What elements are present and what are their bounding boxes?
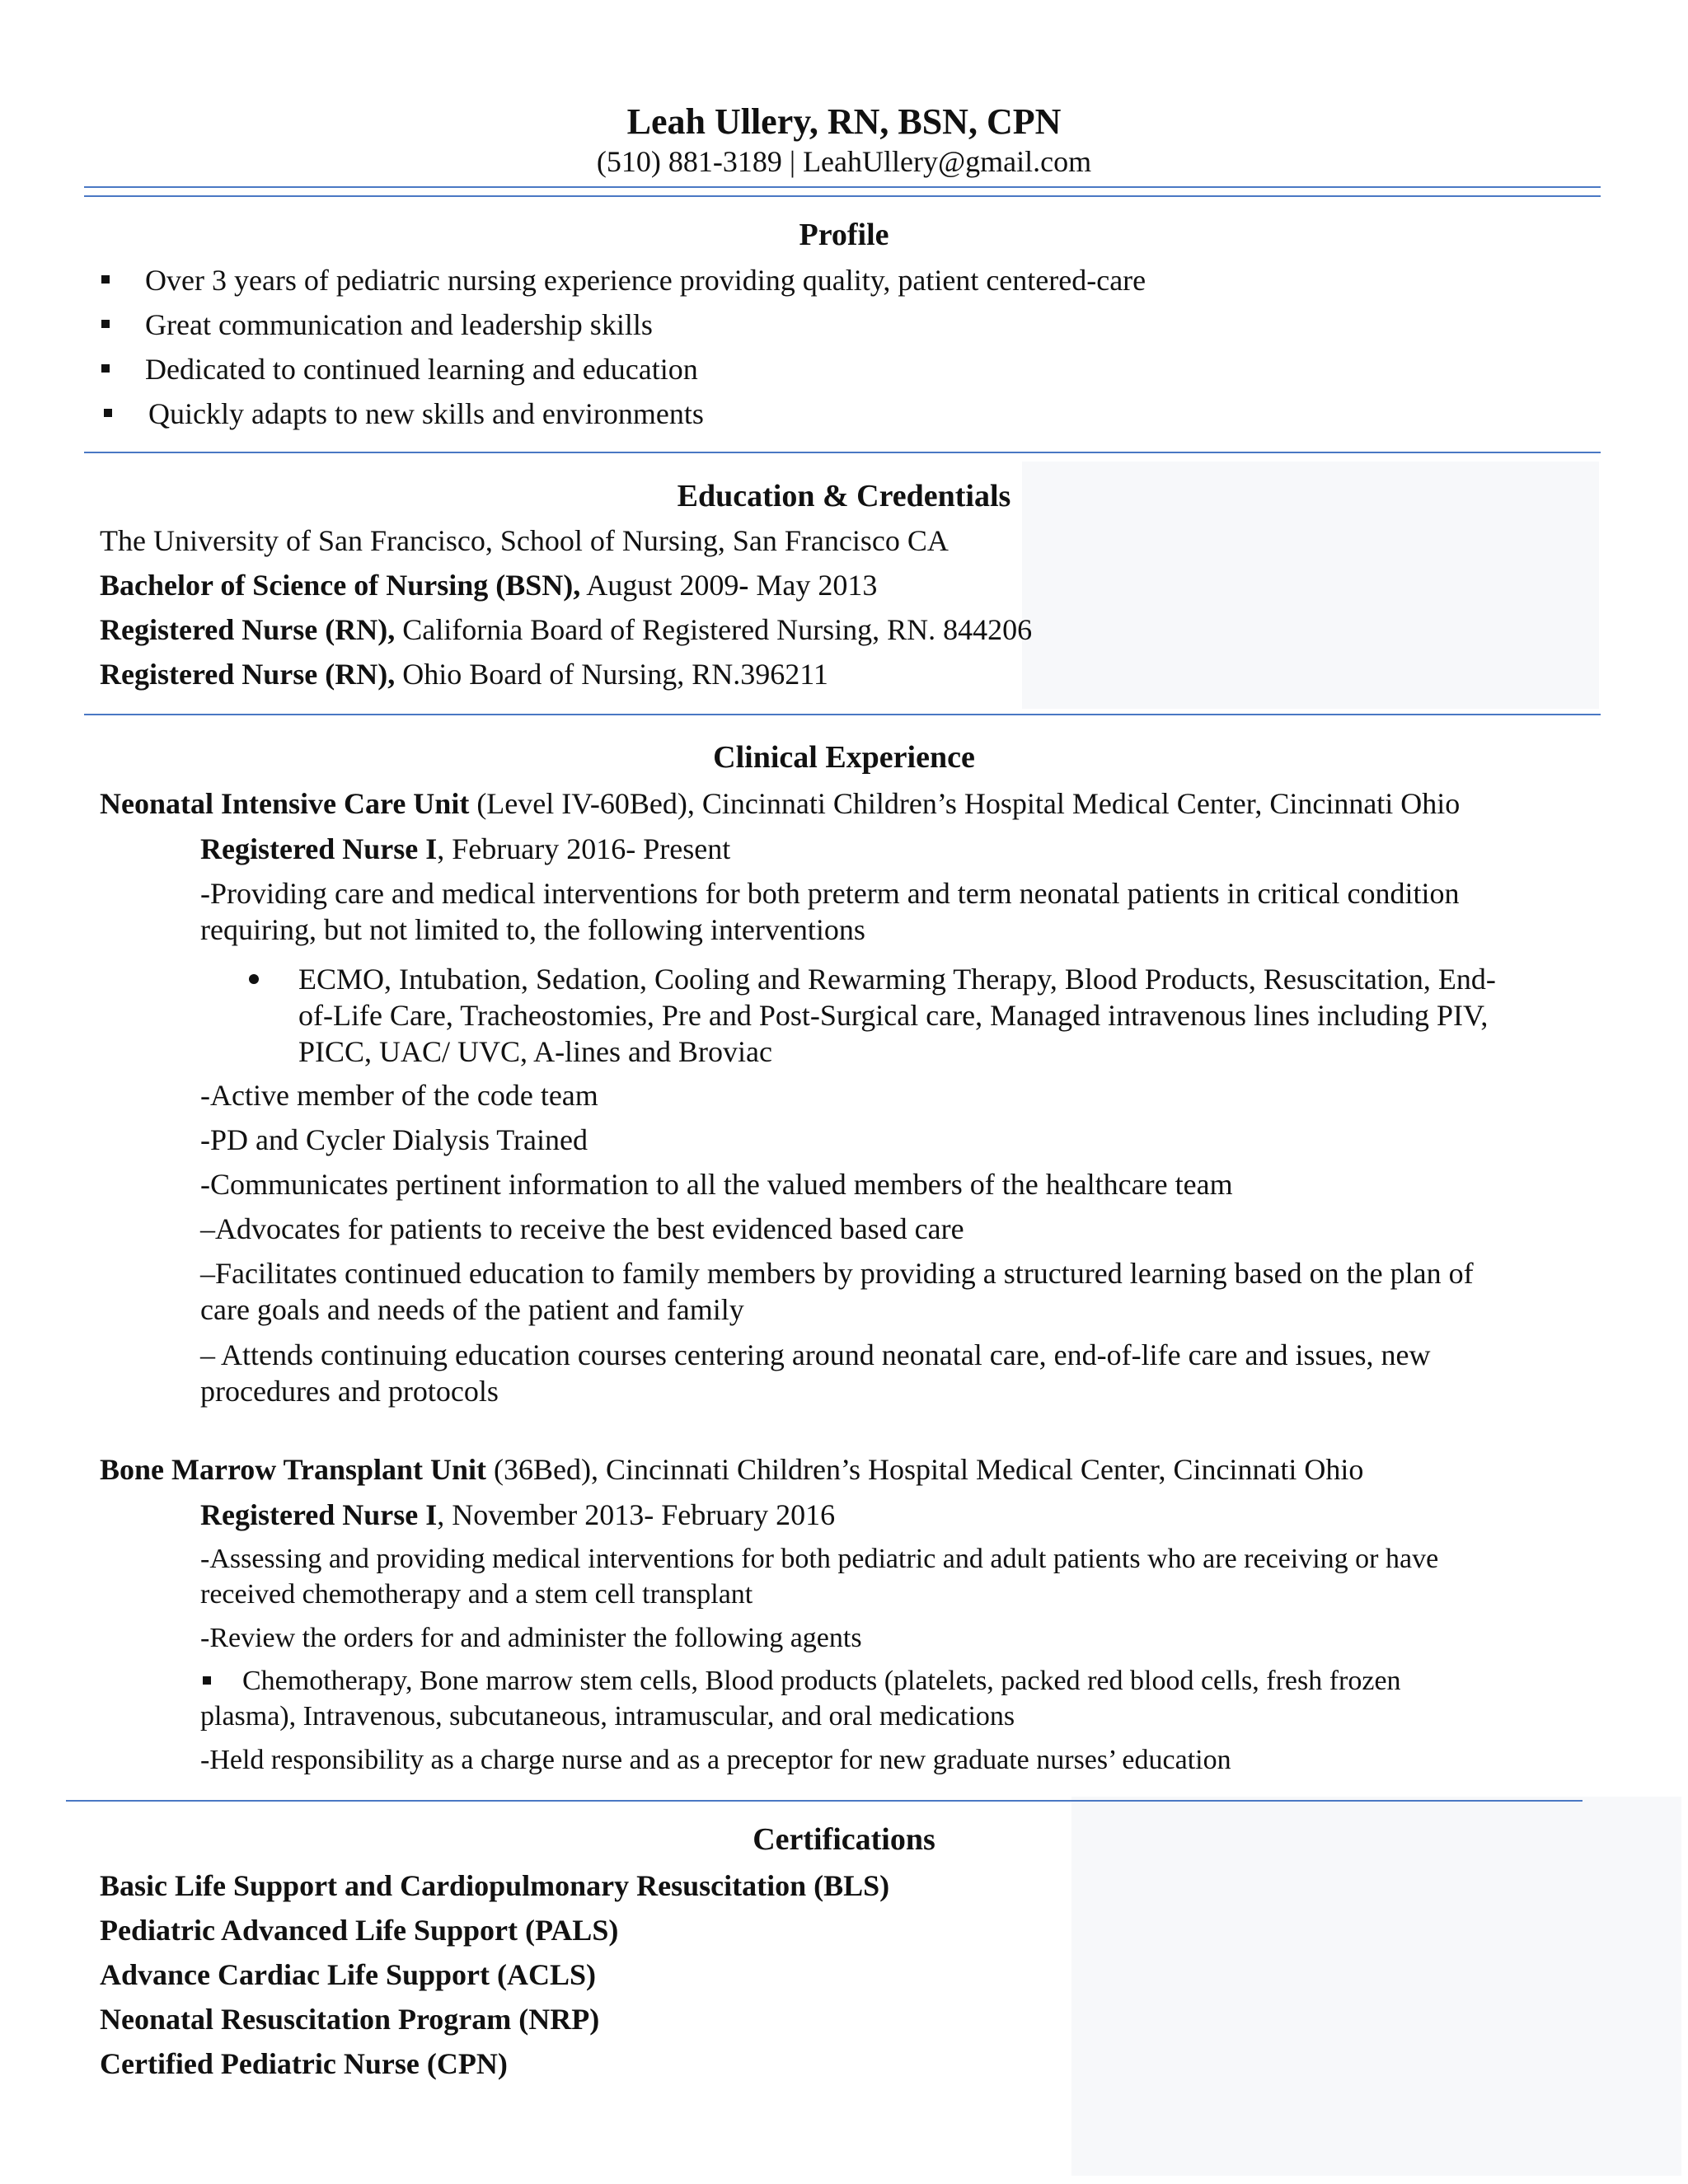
license-detail: Ohio Board of Nursing, RN.396211 bbox=[395, 658, 828, 691]
job-duty: – Attends continuing education courses centering around neonatal care, end-of-life care and issues, new bbox=[200, 1338, 1431, 1371]
school-line: The University of San Francisco, School of Nursing, San Francisco CA bbox=[100, 524, 949, 557]
job-duty: procedures and protocols bbox=[200, 1375, 499, 1408]
square-bullet-icon bbox=[101, 320, 110, 328]
job-dates: , February 2016- Present bbox=[437, 832, 731, 865]
license-detail: California Board of Registered Nursing, RN. 844206 bbox=[395, 613, 1033, 646]
job-duty: –Facilitates continued education to family members by providing a structured learning based on the plan of bbox=[200, 1257, 1474, 1290]
certifications-heading: Certifications bbox=[753, 1822, 935, 1857]
job-unit-name: Bone Marrow Transplant Unit bbox=[100, 1453, 487, 1486]
job-bullet-line: Chemotherapy, Bone marrow stem cells, Blood products (platelets, packed red blood cells, fresh frozen bbox=[242, 1666, 1401, 1696]
license-line-oh bbox=[100, 656, 828, 692]
degree-line bbox=[100, 567, 877, 603]
candidate-name: Leah Ullery, RN, BSN, CPN bbox=[626, 101, 1062, 142]
section-rule bbox=[84, 452, 1601, 453]
job-duty: -Active member of the code team bbox=[200, 1079, 598, 1112]
job-duty: received chemotherapy and a stem cell transplant bbox=[200, 1579, 753, 1610]
certification-item: Advance Cardiac Life Support (ACLS) bbox=[100, 1958, 597, 1991]
job-duty: -Review the orders for and administer the following agents bbox=[200, 1623, 862, 1653]
profile-item: Over 3 years of pediatric nursing experience providing quality, patient centered-care bbox=[145, 264, 1146, 297]
job-unit-line bbox=[100, 1451, 1363, 1488]
job-role: Registered Nurse I bbox=[200, 832, 438, 865]
certification-item: Pediatric Advanced Life Support (PALS) bbox=[100, 1914, 619, 1947]
degree-title: Bachelor of Science of Nursing (BSN), bbox=[100, 569, 581, 602]
profile-heading: Profile bbox=[799, 218, 889, 252]
job-duty: requiring, but not limited to, the following interventions bbox=[200, 913, 865, 946]
job-dates: , November 2013- February 2016 bbox=[437, 1498, 836, 1531]
job-unit-detail: (36Bed), Cincinnati Children’s Hospital Medical Center, Cincinnati Ohio bbox=[486, 1453, 1364, 1486]
job-unit-line bbox=[100, 785, 1460, 822]
certification-item: Neonatal Resuscitation Program (NRP) bbox=[100, 2003, 600, 2036]
job-duty: -Assessing and providing medical interventions for both pediatric and adult patients who are receiving or have bbox=[200, 1544, 1439, 1574]
job-bullet-line: PICC, UAC/ UVC, A-lines and Broviac bbox=[298, 1035, 772, 1068]
job-duty: –Advocates for patients to receive the best evidenced based care bbox=[200, 1212, 964, 1245]
square-bullet-icon bbox=[104, 409, 112, 417]
section-rule bbox=[84, 714, 1601, 715]
header-rule bbox=[84, 186, 1601, 188]
education-heading: Education & Credentials bbox=[677, 479, 1011, 513]
degree-dates-start: August 2009 bbox=[580, 569, 739, 602]
job-duty: -PD and Cycler Dialysis Trained bbox=[200, 1123, 588, 1156]
job-bullet-line: of-Life Care, Tracheostomies, Pre and Post-Surgical care, Managed intravenous lines including PIV, bbox=[298, 999, 1489, 1032]
square-bullet-icon bbox=[203, 1676, 211, 1685]
license-title: Registered Nurse (RN), bbox=[100, 658, 396, 691]
degree-dash: - bbox=[738, 569, 749, 602]
degree-dates-end: May 2013 bbox=[748, 569, 878, 602]
header-rule-2 bbox=[84, 195, 1601, 197]
certification-item: Basic Life Support and Cardiopulmonary Resuscitation (BLS) bbox=[100, 1869, 890, 1902]
section-rule bbox=[66, 1800, 1582, 1802]
job-unit-detail: (Level IV-60Bed), Cincinnati Children’s Hospital Medical Center, Cincinnati Ohio bbox=[469, 787, 1461, 820]
certification-item: Certified Pediatric Nurse (CPN) bbox=[100, 2047, 508, 2080]
profile-item: Great communication and leadership skills bbox=[145, 308, 653, 341]
round-bullet-icon bbox=[249, 974, 259, 984]
job-role-line bbox=[200, 831, 730, 867]
job-duty: -Communicates pertinent information to all the valued members of the healthcare team bbox=[200, 1168, 1233, 1201]
job-duty: care goals and needs of the patient and family bbox=[200, 1293, 744, 1326]
job-role-line bbox=[200, 1497, 835, 1533]
job-duty: -Held responsibility as a charge nurse and as a preceptor for new graduate nurses’ education bbox=[200, 1745, 1231, 1775]
square-bullet-icon bbox=[101, 364, 110, 373]
license-title: Registered Nurse (RN), bbox=[100, 613, 396, 646]
job-role: Registered Nurse I bbox=[200, 1498, 438, 1531]
license-line-ca bbox=[100, 612, 1032, 648]
profile-item: Quickly adapts to new skills and environments bbox=[148, 397, 704, 430]
job-bullet-line: plasma), Intravenous, subcutaneous, intramuscular, and oral medications bbox=[200, 1701, 1015, 1732]
contact-line: (510) 881-3189 | LeahUllery@gmail.com bbox=[596, 145, 1092, 178]
job-bullet-line: ECMO, Intubation, Sedation, Cooling and Rewarming Therapy, Blood Products, Resuscitation, End- bbox=[298, 963, 1496, 996]
profile-item: Dedicated to continued learning and education bbox=[145, 353, 698, 386]
clinical-heading: Clinical Experience bbox=[713, 740, 975, 775]
square-bullet-icon bbox=[101, 275, 110, 284]
job-duty: -Providing care and medical interventions for both preterm and term neonatal patients in critical condition bbox=[200, 877, 1460, 910]
job-unit-name: Neonatal Intensive Care Unit bbox=[100, 787, 470, 820]
